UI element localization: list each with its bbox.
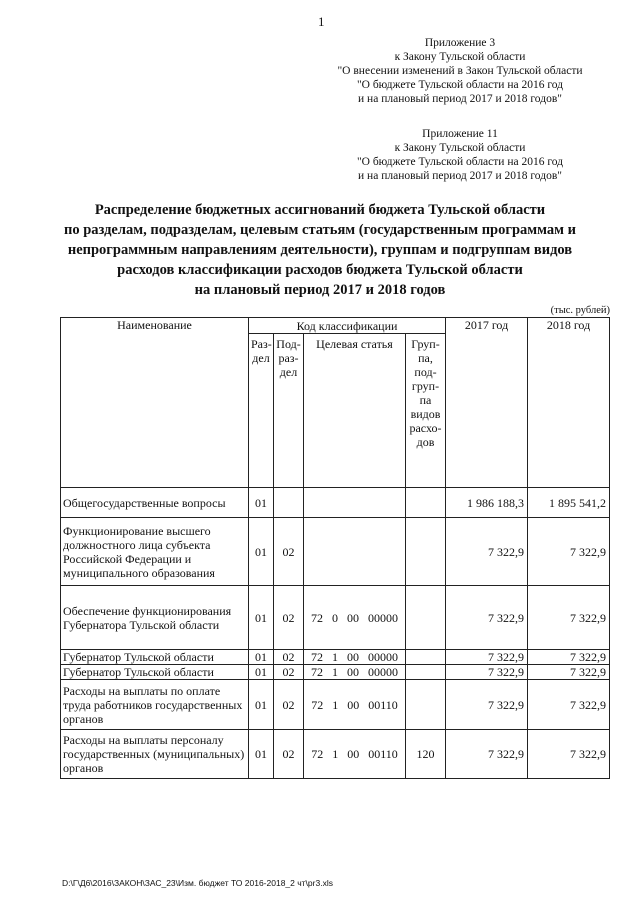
row-section: 01	[249, 730, 274, 779]
row-group	[406, 680, 446, 730]
row-subsection: 02	[274, 730, 304, 779]
row-target: 72 1 00 00110	[304, 680, 406, 730]
row-section: 01	[249, 488, 274, 518]
appendix-line: и на плановый период 2017 и 2018 годов"	[358, 170, 562, 182]
title-line: по разделам, подразделам, целевым статьям (государственным программам и	[63, 222, 577, 238]
table-row	[61, 518, 610, 586]
appendix-line: и на плановый период 2017 и 2018 годов"	[358, 93, 562, 105]
row-2018: 7 322,9	[528, 518, 610, 586]
row-name: Губернатор Тульской области	[61, 650, 249, 665]
table-row	[61, 488, 610, 518]
table-row	[61, 650, 610, 665]
row-target: 72 1 00 00000	[304, 650, 406, 665]
row-section: 01	[249, 586, 274, 650]
row-subsection: 02	[274, 680, 304, 730]
units-label: (тыс. рублей)	[550, 305, 610, 316]
document-title	[40, 200, 600, 300]
row-group	[406, 650, 446, 665]
row-2017: 7 322,9	[446, 680, 528, 730]
row-target: 72 0 00 00000	[304, 586, 406, 650]
row-subsection	[274, 488, 304, 518]
appendix-line: "О бюджете Тульской области на 2016 год	[356, 79, 564, 91]
appendix-line: Приложение 3	[424, 37, 496, 49]
appendix-line: к Закону Тульской области	[394, 142, 526, 154]
row-name: Губернатор Тульской области	[61, 665, 249, 680]
row-name: Функционирование высшего должностного лица субъекта Российской Федерации и муниципального образования	[61, 518, 249, 586]
header-group: Груп- па, под- груп- па видов расхо- дов	[406, 334, 446, 488]
row-target: 72 1 00 00000	[304, 665, 406, 680]
page-number: 1	[318, 14, 325, 29]
row-2018: 7 322,9	[528, 586, 610, 650]
row-name: Общегосударственные вопросы	[61, 488, 249, 518]
row-group	[406, 488, 446, 518]
row-subsection: 02	[274, 665, 304, 680]
row-section: 01	[249, 518, 274, 586]
title-line: расходов классификации расходов бюджета Тульской области	[117, 262, 523, 278]
header-code: Код классификации	[249, 318, 446, 334]
header-2018: 2018 год	[528, 318, 610, 488]
appendix-11-header	[330, 127, 590, 183]
row-name: Обеспечение функционирования Губернатора Тульской области	[61, 586, 249, 650]
row-section: 01	[249, 665, 274, 680]
appendix-3-header	[330, 36, 590, 106]
row-target	[304, 518, 406, 586]
row-2018: 7 322,9	[528, 680, 610, 730]
row-2018: 7 322,9	[528, 650, 610, 665]
row-2017: 7 322,9	[446, 518, 528, 586]
row-target	[304, 488, 406, 518]
row-2017: 7 322,9	[446, 650, 528, 665]
header-section: Раз- дел	[249, 334, 274, 488]
appendix-line: "О бюджете Тульской области на 2016 год	[356, 156, 564, 168]
appendix-line: к Закону Тульской области	[394, 51, 526, 63]
title-line: Распределение бюджетных ассигнований бюджета Тульской области	[94, 202, 546, 218]
row-2017: 1 986 188,3	[446, 488, 528, 518]
appendix-line: "О внесении изменений в Закон Тульской области	[337, 65, 583, 77]
header-subsection: Под- раз- дел	[274, 334, 304, 488]
row-group: 120	[406, 730, 446, 779]
table-row	[61, 586, 610, 650]
appendix-line: Приложение 11	[422, 128, 498, 140]
row-name: Расходы на выплаты персоналу государственных (муниципальных) органов	[61, 730, 249, 779]
table-row	[61, 680, 610, 730]
header-name: Наименование	[61, 318, 249, 488]
row-target: 72 1 00 00110	[304, 730, 406, 779]
title-line: непрограммным направлениям деятельности), группам и подгруппам видов	[67, 242, 573, 258]
file-path-footer: D:\Г\Д6\2016\ЗАКОН\ЗАС_23\Изм. бюджет ТО 2016-2018_2 чт\pr3.xls	[62, 878, 333, 888]
row-subsection: 02	[274, 586, 304, 650]
table-row	[61, 730, 610, 779]
row-2018: 7 322,9	[528, 665, 610, 680]
row-name: Расходы на выплаты по оплате труда работников государственных органов	[61, 680, 249, 730]
row-2018: 1 895 541,2	[528, 488, 610, 518]
row-subsection: 02	[274, 650, 304, 665]
row-group	[406, 665, 446, 680]
row-section: 01	[249, 650, 274, 665]
row-2017: 7 322,9	[446, 730, 528, 779]
title-line: на плановый период 2017 и 2018 годов	[194, 282, 446, 298]
row-2017: 7 322,9	[446, 665, 528, 680]
header-target: Целевая статья	[304, 334, 406, 488]
row-group	[406, 518, 446, 586]
row-group	[406, 586, 446, 650]
row-subsection: 02	[274, 518, 304, 586]
header-2017: 2017 год	[446, 318, 528, 488]
table-row	[61, 665, 610, 680]
row-2018: 7 322,9	[528, 730, 610, 779]
budget-table	[60, 317, 610, 779]
row-2017: 7 322,9	[446, 586, 528, 650]
row-section: 01	[249, 680, 274, 730]
